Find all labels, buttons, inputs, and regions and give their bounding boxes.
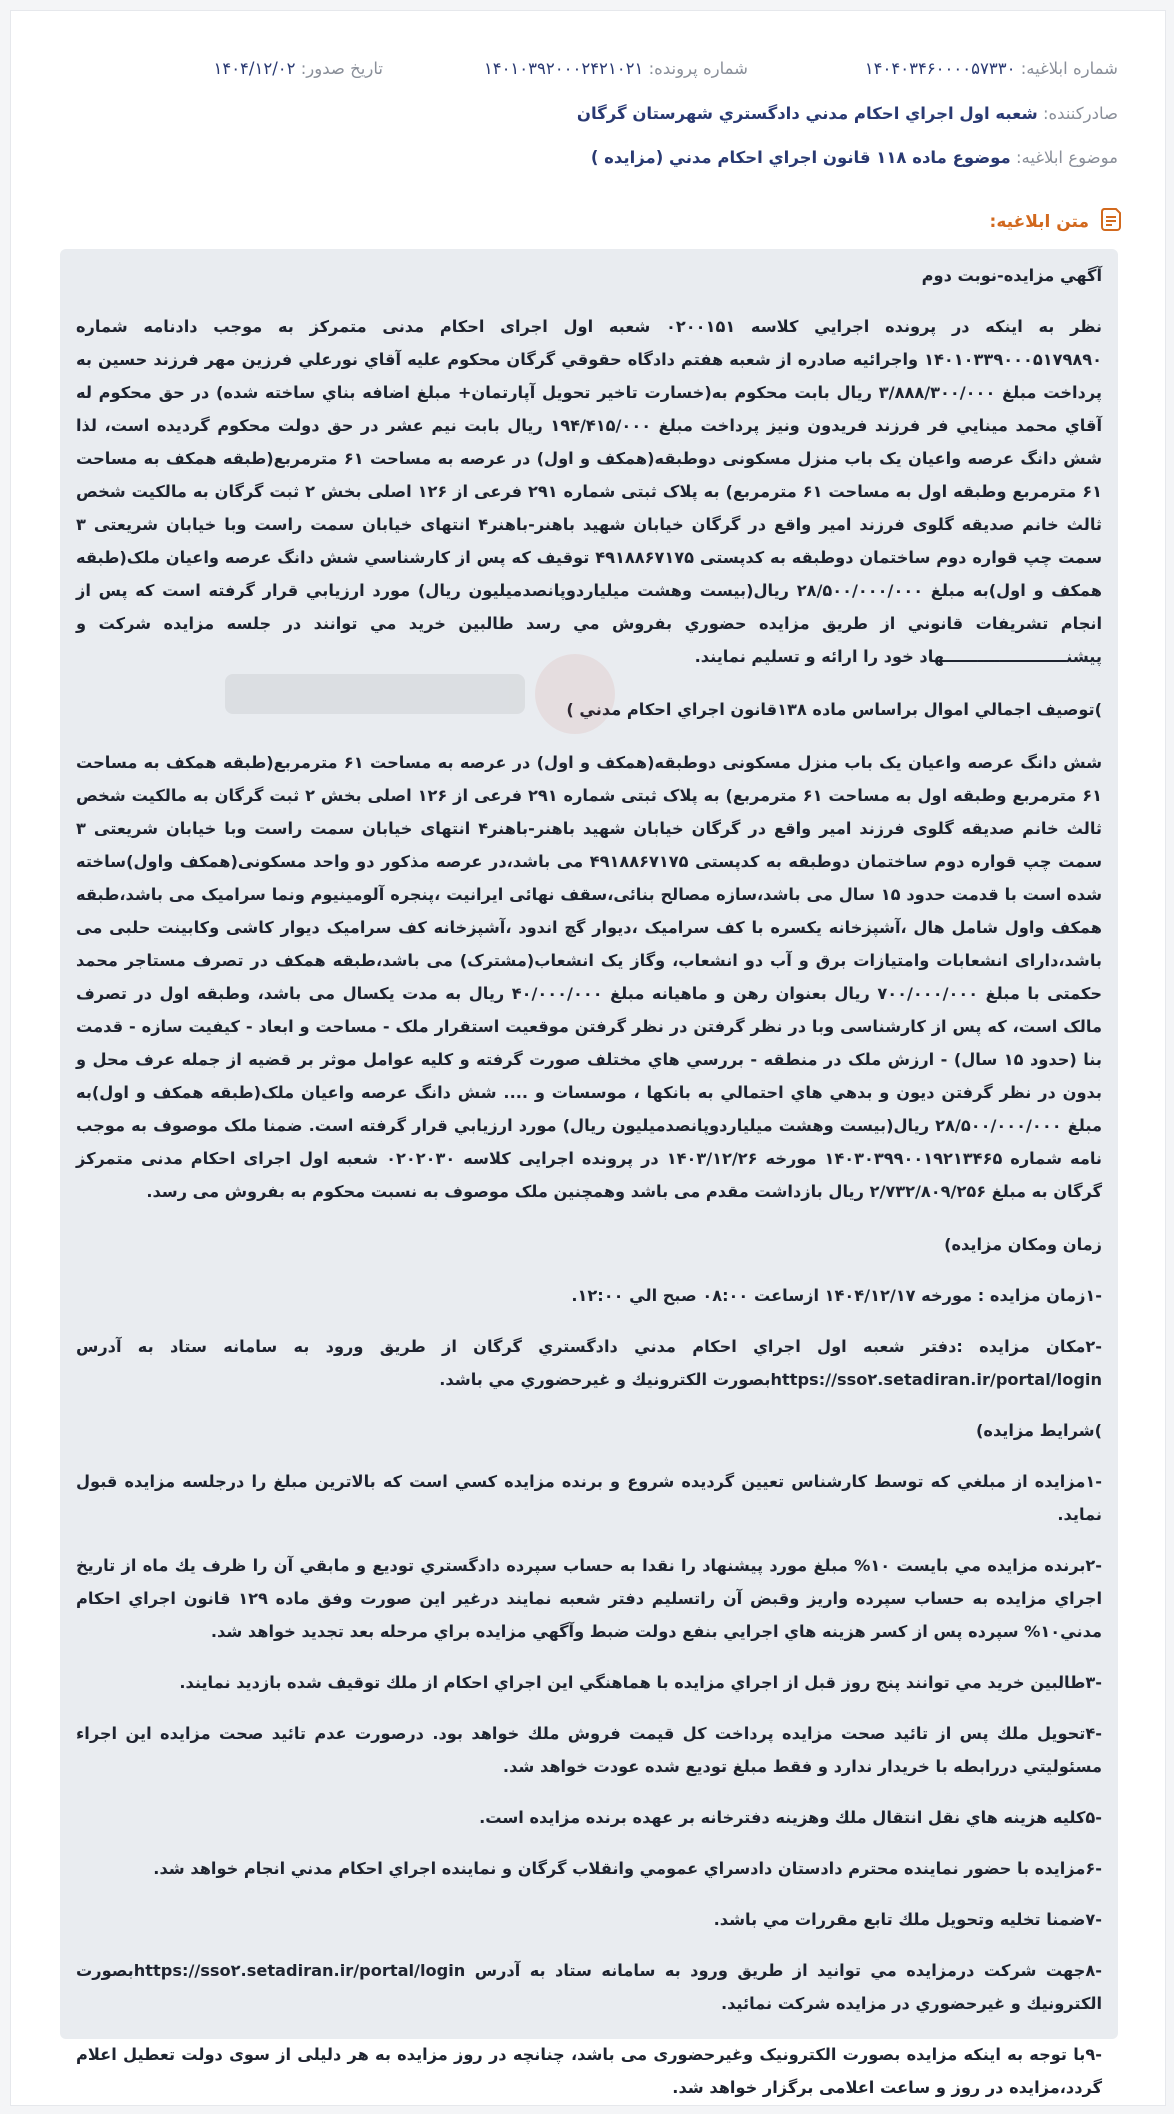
body-paragraph: -۲مكان مزايده :دفتر شعبه اول اجراي احكام مدني دادگستري گرگان از طريق ورود به سامانه ستاد به آدرس https://sso۲.setadiran.ir/portal/loginبصورت الكترونيك و غيرحضوري مي باشد. [76, 1337, 1102, 1389]
issue-date-label: تاريخ صدور: [300, 59, 383, 78]
notice-text-heading [990, 205, 1125, 238]
notice-number-value: ۱۴۰۴۰۳۴۶۰۰۰۰۵۷۳۳۰ [864, 59, 1016, 78]
notice-number-label: شماره ابلاغيه: [1020, 59, 1118, 78]
body-paragraph: )شرايط مزايده) [975, 1421, 1102, 1440]
case-number-value: ۱۴۰۱۰۳۹۲۰۰۰۲۴۲۱۰۲۱ [483, 59, 644, 78]
body-paragraph: نظر به اينکه در پرونده اجرايي كلاسه ۰۲۰۰۱۵۱ شعبه اول اجرای احکام مدنی متمرکز به موجب دادنامه شماره ۱۴۰۱۰۳۳۹۰۰۰۵۱۷۹۸۹۰ واجرائيه صادره از شعبه هفتم دادگاه حقوقي گرگان محکوم عليه آقاي نورعلي فرزين مهر فرزند حسين به پرداخت مبلغ ۳/۸۸۸/۳۰۰/۰۰۰ ريال بابت محکوم به(خسارت تاخير تحويل آپارتمان+ مبلغ اضافه بناي ساخته شده) در حق محکوم له آقاي محمد مينايي فر فرزند فريدون ونيز پرداخت مبلغ ۱۹۴/۴۱۵/۰۰۰ ريال بابت نيم عشر در حق دولت محکوم گرديده است، لذا شش دانگ عرصه واعيان یک باب منزل مسکونی دوطبقه(همکف و اول) در عرصه به مساحت ۶۱ مترمربع(طبقه همکف به مساحت ۶۱ مترمربع وطبقه اول به مساحت ۶۱ مترمربع) به پلاک ثبتی شماره ۲۹۱ فرعی از ۱۲۶ اصلی بخش ۲ ثبت گرگان به مالکیت شخص ثالث خانم صدیقه گلوی فرزند امیر واقع در گرگان خیابان شهید باهنر-باهنر۴ انتهای خیابان سمت راست وبا خیابان شریعتی ۳ سمت چپ قواره دوم ساختمان دوطبقه به کدپستی ۴۹۱۸۸۶۷۱۷۵ توقيف كه پس از كارشناسي شش دانگ عرصه واعیان ملک(طبقه همکف و اول)به مبلغ ۲۸/۵۰۰/۰۰۰/۰۰۰ ريال(بیست وهشت میلیاردوپانصدمیلیون ریال) مورد ارزيابي قرار گرفته است كه پس از انجام تشريفات قانوني از طريق مزايده حضوري بفروش مي رسد طالبين خريد مي توانند در جلسه مزايده شركت و پيشنــــــــــــــــــــــهاد خود را ارائه و تسليم نمايند. [76, 317, 1103, 666]
body-paragraph: -۲برنده مزايده مي بايست ۱۰% مبلغ مورد پيشنهاد را نقدا به حساب سپرده دادگستري توديع و مابقي آن را ظرف يك ماه از تاريخ اجراي مزايده به حساب سپرده واريز وقبض آن راتسليم دفتر شعبه نمايند درغير اين صورت وفق ماده ۱۲۹ قانون اجراي احكام مدني۱۰% سپرده پس از كسر هزينه هاي اجرايي بنفع دولت ضبط وآگهي مزايده براي مرحله بعد تجديد خواهد شد. [76, 1556, 1103, 1641]
body-paragraph: -۱مزايده از مبلغي كه توسط كارشناس تعيين گرديده شروع و برنده مزايده كسي است كه بالاترين مبلغ را درجلسه مزايده قبول نمايد. [76, 1472, 1102, 1524]
body-paragraph: زمان ومكان مزايده) [944, 1235, 1102, 1254]
body-paragraph: -۳طالبين خريد مي توانند پنج روز قبل از اجراي مزايده با هماهنگي اين اجراي احكام از ملك توقيف شده بازديد نمايند. [179, 1673, 1102, 1692]
body-paragraph: )توصيف اجمالي اموال براساس ماده ۱۳۸قانون اجراي احکام مدني ) [566, 700, 1102, 719]
notice-number [865, 59, 1118, 78]
body-paragraph: -۹با توجه به اینکه مزایده بصورت الکترونیک وغیرحضوری می باشد، چنانچه در روز مزایده به هر دلیلی از سوی دولت تعطیل اعلام گردد،مزایده در روز و ساعت اعلامی برگزار خواهد شد. [76, 2045, 1102, 2097]
body-paragraph: -۵كليه هزينه هاي نقل انتقال ملك وهزينه دفترخانه بر عهده برنده مزايده است. [479, 1808, 1102, 1827]
subject-label: موضوع ابلاغيه: [1015, 148, 1118, 167]
issuer-label: صادرکننده: [1042, 104, 1118, 123]
document-text-icon [1097, 205, 1125, 238]
body-paragraph: شش دانگ عرصه واعيان یک باب منزل مسکونی دوطبقه(همکف و اول) در عرصه به مساحت ۶۱ مترمربع(طبقه همکف به مساحت ۶۱ مترمربع وطبقه اول به مساحت ۶۱ مترمربع) به پلاک ثبتی شماره ۲۹۱ فرعی از ۱۲۶ اصلی بخش ۲ ثبت گرگان به مالکیت شخص ثالث خانم صدیقه گلوی فرزند امیر واقع در گرگان خیابان شهید باهنر-باهنر۴ انتهای خیابان سمت راست وبا خیابان شریعتی ۳ سمت چپ قواره دوم ساختمان دوطبقه به کدپستی ۴۹۱۸۸۶۷۱۷۵ می باشد،در عرصه مذکور دو واحد مسکونی(همکف واول)ساخته شده است با قدمت حدود ۱۵ سال می باشد،سازه مصالح بنائی،سقف نهائی ایرانیت ،پنجره آلومینیوم ونما سرامیک می باشد،طبقه همکف واول شامل هال ،آشپزخانه یکسره با کف سرامیک ،دیوار گچ اندود ،آشپزخانه کف سرامیک دیوار کاشی وکابینت حلبی می باشد،دارای انشعابات وامتیازات برق و آب دو انشعاب، وگاز یک انشعاب(مشترک) می باشد،طبقه همکف در تصرف مستاجر محمد حکمتی با مبلغ ۷۰۰/۰۰۰/۰۰۰ ریال بعنوان رهن و ماهیانه مبلغ ۴۰/۰۰۰/۰۰۰ ریال به مدت یکسال می باشد، وطبقه اول در تصرف مالک است، که پس از کارشناسی وبا در نظر گرفتن در نظر گرفتن موقعیت استقرار ملک - مساحت و ابعاد - کیفیت سازه - قدمت بنا (حدود ۱۵ سال) - ارزش ملک در منطقه - بررسي هاي مختلف صورت گرفته و كليه عوامل موثر بر قضيه از جمله عرف محل و بدون در نظر گرفتن ديون و بدهي هاي احتمالي به بانكها ، موسسات و .... شش دانگ عرصه واعیان ملک(طبقه همکف و اول)به مبلغ ۲۸/۵۰۰/۰۰۰/۰۰۰ ريال(بیست وهشت میلیاردوپانصدمیلیون ریال) مورد ارزيابي قرار گرفته است. ضمنا ملک موصوف به موجب نامه شماره ۱۴۰۳۰۳۹۹۰۰۱۹۲۱۳۴۶۵ مورخه ۱۴۰۳/۱۲/۲۶ در پرونده اجرایی کلاسه ۰۲۰۲۰۳۰ شعبه اول اجرای احکام مدنی متمرکز گرگان به مبلغ ۲/۷۳۲/۸۰۹/۲۵۶ ریال بازداشت مقدم می باشد وهمچنین ملک موصوف به نسبت محکوم به بفروش می رسد. [76, 753, 1103, 1201]
issuer-row [577, 104, 1118, 123]
body-paragraph: -۸جهت شركت درمزايده مي توانيد از طريق ورود به سامانه ستاد به آدرس https://sso۲.setadiran.ir/portal/loginبصورت الكترونيك و غيرحضوري در مزايده شركت نمائيد. [76, 1961, 1102, 2013]
case-number-label: شماره پرونده: [648, 59, 748, 78]
issue-date [213, 59, 383, 78]
body-paragraph: -۱زمان مزايده : مورخه ۱۴۰۴/۱۲/۱۷ ازساعت ۰۸:۰۰ صبح الي ۱۲:۰۰. [571, 1286, 1102, 1305]
issue-date-value: ۱۴۰۴/۱۲/۰۲ [213, 59, 296, 78]
body-paragraph: -۴تحويل ملك پس از تائيد صحت مزايده پرداخت كل قيمت فروش ملك خواهد بود. درصورت عدم تائيد صحت مزايده اين اجراء مسئولیتي دررابطه با خريدار ندارد و فقط مبلغ توديع شده عودت خواهد شد. [76, 1724, 1102, 1776]
notice-body [60, 249, 1118, 2097]
case-number [484, 59, 748, 78]
body-paragraph: -۶مزايده با حضور نماينده محترم دادستان دادسراي عمومي وانقلاب گرگان و نماينده اجراي احكام مدني انجام خواهد شد. [153, 1859, 1102, 1878]
issuer-value: شعبه اول اجراي احكام مدني دادگستري شهرستان گرگان [576, 104, 1038, 123]
body-paragraph: آگهي مزايده-نوبت دوم [921, 266, 1102, 285]
notice-page [10, 10, 1166, 2106]
subject-value: موضوع ماده ۱۱۸ قانون اجراي احكام مدني (مزايده ) [590, 148, 1011, 167]
body-paragraph: -۷ضمنا تخليه وتحويل ملك تابع مقررات مي باشد. [713, 1910, 1102, 1929]
subject-row [591, 148, 1118, 167]
notice-text-title: متن ابلاغيه: [989, 211, 1089, 232]
